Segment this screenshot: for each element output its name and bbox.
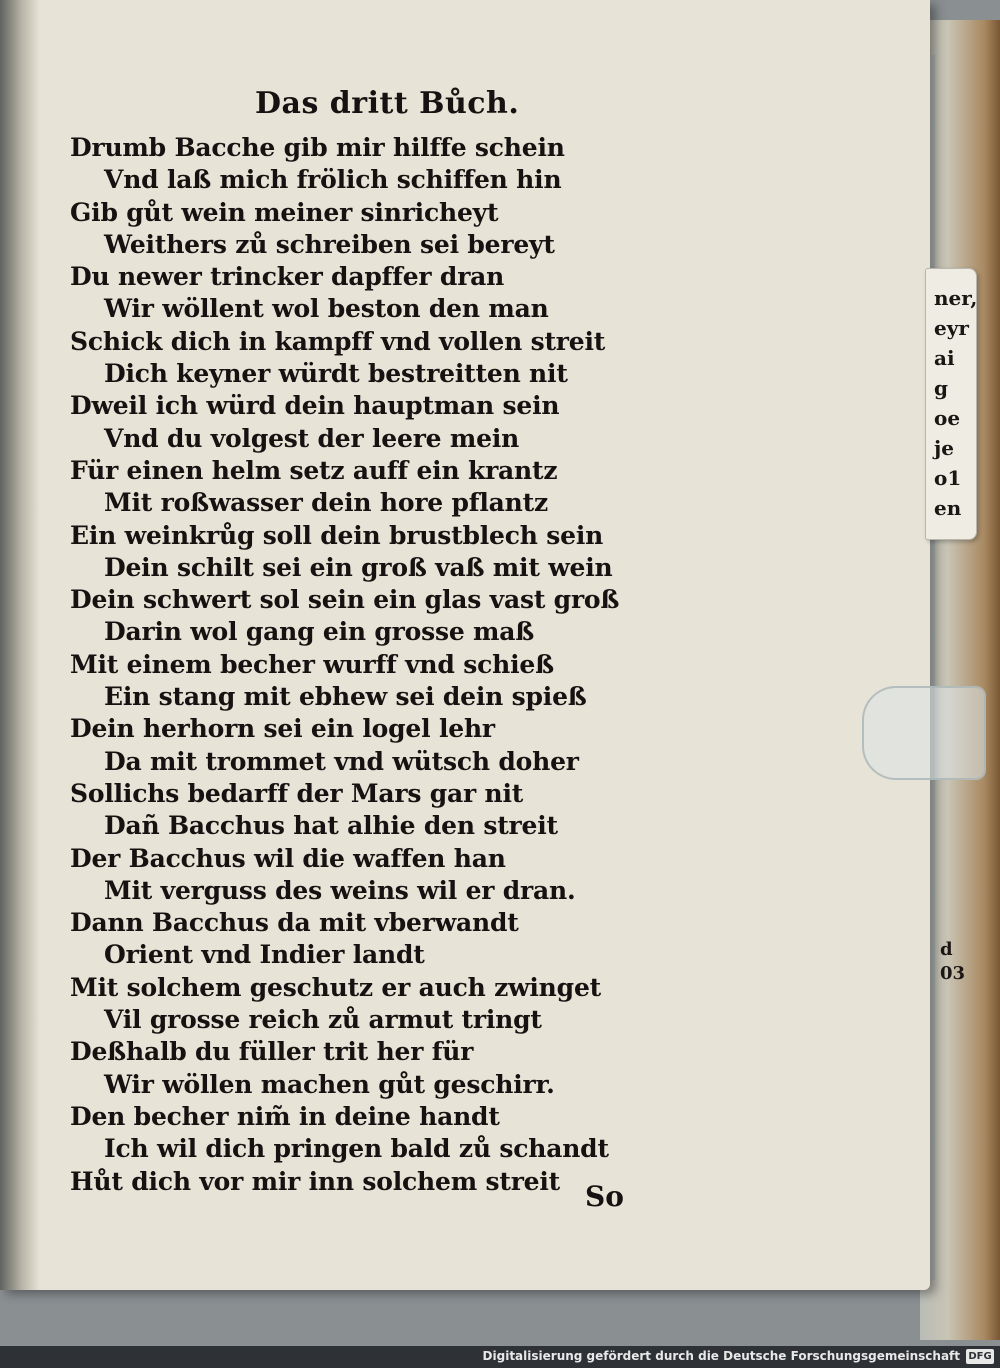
verse-line: Für einen helm setz auff ein krantz (70, 455, 558, 485)
show-through-text (600, 130, 880, 802)
funding-credit: Digitalisierung gefördert durch die Deutsche Forschungsgemeinschaft (482, 1349, 960, 1363)
verse-line: Gib gůt wein meiner sinricheyt (70, 197, 499, 227)
facing-page-fragments (934, 283, 977, 523)
verse-line: Mit roßwasser dein hore pflantz (104, 488, 548, 518)
tab-fragment: o1 (934, 466, 962, 490)
facing-page-tab (925, 268, 977, 540)
verse-line: Vil grosse reich zů armut tringt (104, 1005, 542, 1035)
verse-line: Den becher nim̃ in deine handt (70, 1101, 500, 1131)
verse-line: Orient vnd Indier landt (104, 940, 425, 970)
lower-fragment: 03 (940, 963, 966, 984)
verse-line: Da mit trommet vnd wütsch doher (104, 746, 579, 776)
verse-line: Der Bacchus wil die waffen han (70, 843, 506, 873)
verse-line: Dein herhorn sei ein logel lehr (70, 714, 495, 744)
footer-bar (0, 1346, 1000, 1368)
verse-text (70, 132, 620, 1198)
verse-line: Mit verguss des weins wil er dran. (104, 875, 576, 905)
lower-fragment: d (940, 939, 953, 960)
tab-fragment: eyr (934, 316, 969, 340)
verse-line: Ein stang mit ebhew sei dein spieß (104, 682, 587, 712)
dfg-logo-icon: DFG (966, 1349, 994, 1364)
tab-fragment: ai (934, 346, 955, 370)
verse-line: Dein schwert sol sein ein glas vast groß (70, 585, 620, 615)
verse-line: Ein weinkrůg soll dein brustblech sein (70, 520, 604, 550)
verse-line: Sollichs bedarff der Mars gar nit (70, 778, 524, 808)
verse-line: Weithers zů schreiben sei bereyt (104, 229, 555, 259)
tab-fragment: ner, (934, 286, 978, 310)
tab-fragment: oe (934, 406, 961, 430)
verse-line: Wir wöllent wol beston den man (104, 294, 549, 324)
verse-line: Vnd du volgest der leere mein (104, 423, 520, 453)
verse-line: Hůt dich vor mir inn solchem streit (70, 1166, 561, 1196)
verse-line: Vnd laß mich frölich schiffen hin (104, 165, 562, 195)
page-clip (862, 686, 986, 780)
verse-line: Deßhalb du füller trit her für (70, 1037, 474, 1067)
verse-line: Mit solchem geschutz er auch zwinget (70, 972, 601, 1002)
verse-line: Du newer trincker dapffer dran (70, 262, 505, 292)
verse-line: Dich keyner würdt bestreitten nit (104, 359, 568, 389)
verse-line: Ich wil dich pringen bald zů schandt (104, 1134, 609, 1164)
tab-fragment: en (934, 496, 962, 520)
verse-line: Drumb Bacche gib mir hilffe schein (70, 133, 565, 162)
verse-line: Dweil ich würd dein hauptman sein (70, 391, 560, 421)
verse-line: Schick dich in kampff vnd vollen streit (70, 326, 606, 356)
verse-line: Mit einem becher wurff vnd schieß (70, 649, 554, 679)
verse-line: Wir wöllen machen gůt geschirr. (104, 1069, 555, 1099)
catchword: So (585, 1180, 624, 1213)
facing-page-lower-fragments (940, 938, 965, 986)
verse-line: Dañ Bacchus hat alhie den streit (104, 811, 558, 841)
running-header: Das dritt Bůch. (255, 86, 520, 121)
verse-line: Dann Bacchus da mit vberwandt (70, 908, 519, 938)
verse-line: Darin wol gang ein grosse maß (104, 617, 535, 647)
tab-fragment: je (934, 436, 954, 460)
tab-fragment: g (934, 376, 948, 400)
verse-line: Dein schilt sei ein groß vaß mit wein (104, 552, 613, 582)
page-gutter (0, 0, 40, 1290)
